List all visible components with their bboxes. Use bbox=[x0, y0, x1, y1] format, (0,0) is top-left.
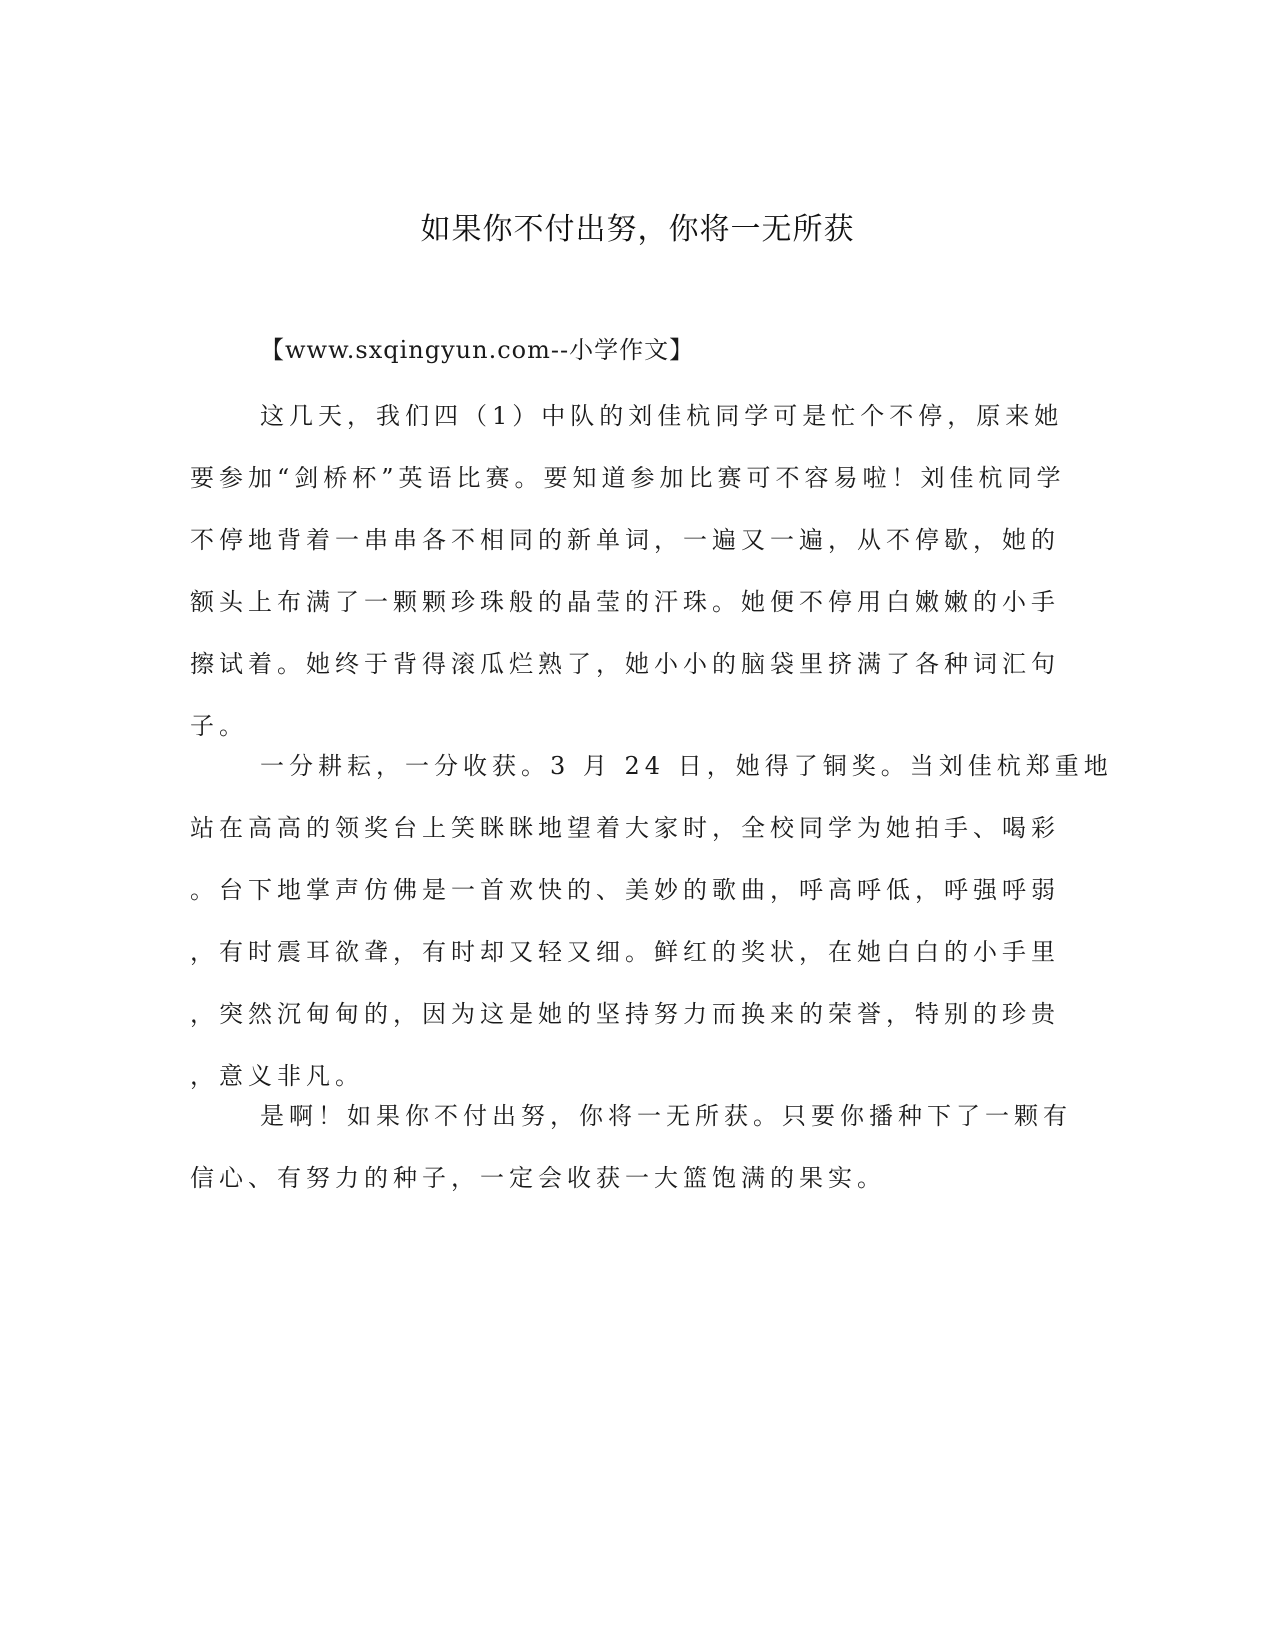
paragraph-line: 站在高高的领奖台上笑眯眯地望着大家时，全校同学为她拍手、喝彩 bbox=[190, 814, 1060, 842]
paragraph-line: 子。 bbox=[190, 712, 248, 740]
paragraph-line: 额头上布满了一颗颗珍珠般的晶莹的汗珠。她便不停用白嫩嫩的小手 bbox=[190, 588, 1060, 616]
paragraph-line: ，意义非凡。 bbox=[190, 1062, 364, 1090]
paragraph-line: 这几天，我们四（1）中队的刘佳杭同学可是忙个不停，原来她 bbox=[260, 402, 1064, 430]
paragraph-line: ，突然沉甸甸的，因为这是她的坚持努力而换来的荣誉，特别的珍贵 bbox=[190, 1000, 1060, 1028]
paragraph-1 bbox=[190, 385, 1090, 757]
document-title: 如果你不付出努，你将一无所获 bbox=[420, 212, 855, 247]
paragraph-line: 是啊！如果你不付出努，你将一无所获。只要你播种下了一颗有 bbox=[260, 1102, 1072, 1130]
source-line: 【www.sxqingyun.com--小学作文】 bbox=[260, 336, 695, 364]
paragraph-line: 信心、有努力的种子，一定会收获一大篮饱满的果实。 bbox=[190, 1164, 886, 1192]
paragraph-line: 一分耕耘，一分收获。3 月 24 日，她得了铜奖。当刘佳杭郑重地 bbox=[260, 752, 1113, 780]
paragraph-line: ，有时震耳欲聋，有时却又轻又细。鲜红的奖状，在她白白的小手里 bbox=[190, 938, 1060, 966]
paragraph-3 bbox=[190, 1085, 1090, 1209]
paragraph-2 bbox=[190, 735, 1113, 1107]
paragraph-line: 不停地背着一串串各不相同的新单词，一遍又一遍，从不停歇，她的 bbox=[190, 526, 1060, 554]
paragraph-line: 要参加“剑桥杯”英语比赛。要知道参加比赛可不容易啦！刘佳杭同学 bbox=[190, 464, 1066, 492]
paragraph-line: 擦试着。她终于背得滚瓜烂熟了，她小小的脑袋里挤满了各种词汇句 bbox=[190, 650, 1060, 678]
paragraph-line: 。台下地掌声仿佛是一首欢快的、美妙的歌曲，呼高呼低，呼强呼弱 bbox=[190, 876, 1060, 904]
